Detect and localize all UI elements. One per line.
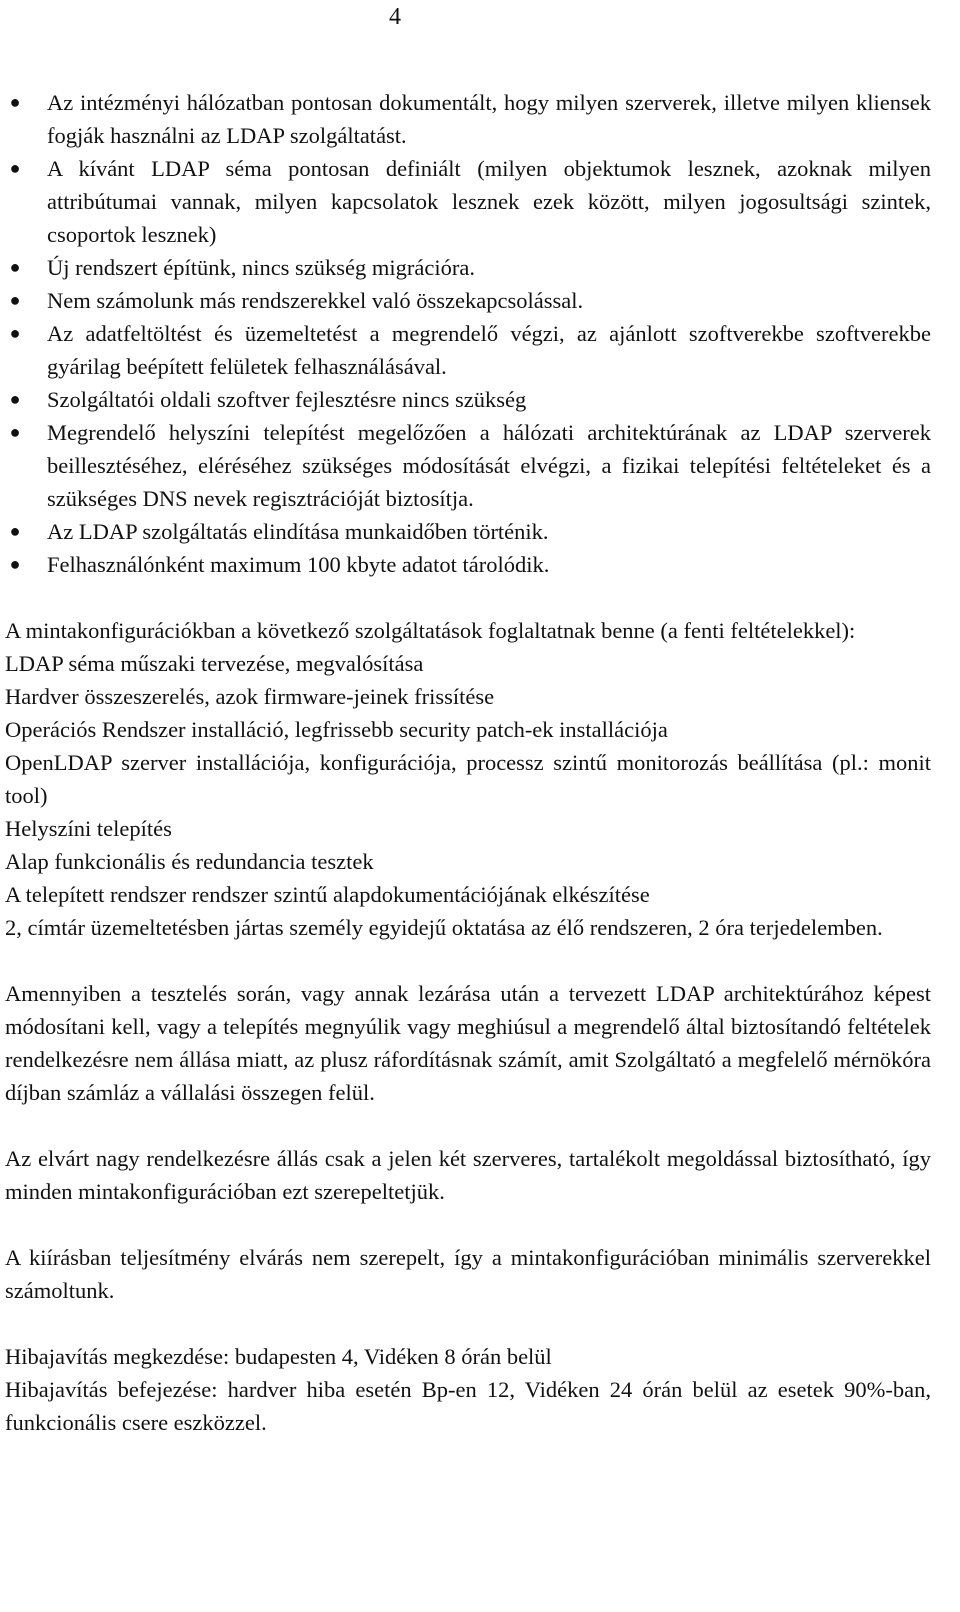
bullet-icon: ● <box>9 290 21 310</box>
list-item-text: Nem számolunk más rendszerekkel való összekapcsolással. <box>47 288 584 313</box>
list-item <box>5 152 931 251</box>
list-item <box>5 548 931 581</box>
repair-end-line: Hibajavítás befejezése: hardver hiba esetén Bp-en 12, Vidéken 24 órán belül az esetek 90%-ban, funkcionális csere eszközzel. <box>5 1377 931 1435</box>
list-item <box>5 284 931 317</box>
bullet-icon: ● <box>9 323 21 343</box>
bullet-icon: ● <box>9 257 21 277</box>
assumptions-list <box>5 86 931 581</box>
list-item-text: Az LDAP szolgáltatás elindítása munkaidőben történik. <box>47 519 549 544</box>
list-item <box>5 515 931 548</box>
modification-paragraph: Amennyiben a tesztelés során, vagy annak lezárása után a tervezett LDAP architektúrához képest módosítani kell, vagy a telepítés megnyúlik vagy meghiúsul a megrendelő által biztosítandó feltételek rendelkezésre nem állása miatt, az plusz ráfordításnak számít, amit Szolgáltató a megfelelő mérnökóra díjban számláz a vállalási összegen felül. <box>5 981 931 1105</box>
list-item <box>5 383 931 416</box>
bullet-icon: ● <box>9 92 21 112</box>
service-item: OpenLDAP szerver installációja, konfigurációja, processz szintű monitorozás beállítása (pl.: monit tool) <box>5 750 931 808</box>
bullet-icon: ● <box>9 158 21 178</box>
list-item <box>5 416 931 515</box>
availability-paragraph: Az elvárt nagy rendelkezésre állás csak a jelen két szerveres, tartalékolt megoldással biztosítható, így minden mintakonfigurációban ezt szerepeltetjük. <box>5 1146 931 1204</box>
bullet-icon: ● <box>9 422 21 442</box>
services-intro: A mintakonfigurációkban a következő szolgáltatások foglaltatnak benne (a fenti feltételekkel): <box>5 618 856 643</box>
service-item: Helyszíni telepítés <box>5 816 172 841</box>
bullet-icon: ● <box>9 521 21 541</box>
list-item-text: Szolgáltatói oldali szoftver fejlesztésre nincs szükség <box>47 387 527 412</box>
list-item <box>5 317 931 383</box>
list-item-text: Megrendelő helyszíni telepítést megelőzően a hálózati architektúrának az LDAP szerverek beillesztéséhez, eléréséhez szükséges módosítását elvégzi, a fizikai telepítési feltételeket és a szükséges DNS nevek regisztrációját biztosítja. <box>47 420 931 511</box>
list-item-text: Az adatfeltöltést és üzemeltetést a megrendelő végzi, az ajánlott szoftverekbe szoftverekbe gyárilag beépített felületek felhasználásával. <box>47 321 931 379</box>
service-item: Alap funkcionális és redundancia tesztek <box>5 849 374 874</box>
list-item <box>5 86 931 152</box>
service-item: LDAP séma műszaki tervezése, megvalósítása <box>5 651 424 676</box>
list-item-text: A kívánt LDAP séma pontosan definiált (milyen objektumok lesznek, azoknak milyen attribútumai vannak, milyen kapcsolatok lesznek ezek között, milyen jogosultsági szintek, csoportok lesznek) <box>47 156 931 247</box>
services-list <box>5 647 931 944</box>
service-item: A telepített rendszer rendszer szintű alapdokumentációjának elkészítése <box>5 882 650 907</box>
list-item-text: Új rendszert építünk, nincs szükség migrációra. <box>47 255 475 280</box>
list-item-text: Felhasználónként maximum 100 kbyte adatot tárolódik. <box>47 552 550 577</box>
service-item: Hardver összeszerelés, azok firmware-jeinek frissítése <box>5 684 495 709</box>
bullet-icon: ● <box>9 389 21 409</box>
service-item: Operációs Rendszer installáció, legfrissebb security patch-ek installációja <box>5 717 668 742</box>
repair-start-line: Hibajavítás megkezdése: budapesten 4, Vidéken 8 órán belül <box>5 1344 552 1369</box>
document-body <box>5 86 931 1439</box>
list-item <box>5 251 931 284</box>
service-item: 2, címtár üzemeltetésben jártas személy egyidejű oktatása az élő rendszeren, 2 óra terjedelemben. <box>5 915 883 940</box>
list-item-text: Az intézményi hálózatban pontosan dokumentált, hogy milyen szerverek, illetve milyen kliensek fogják használni az LDAP szolgáltatást. <box>47 90 931 148</box>
page-number: 4 <box>389 4 401 30</box>
performance-paragraph: A kiírásban teljesítmény elvárás nem szerepelt, így a mintakonfigurációban minimális szerverekkel számoltunk. <box>5 1245 931 1303</box>
bullet-icon: ● <box>9 554 21 574</box>
